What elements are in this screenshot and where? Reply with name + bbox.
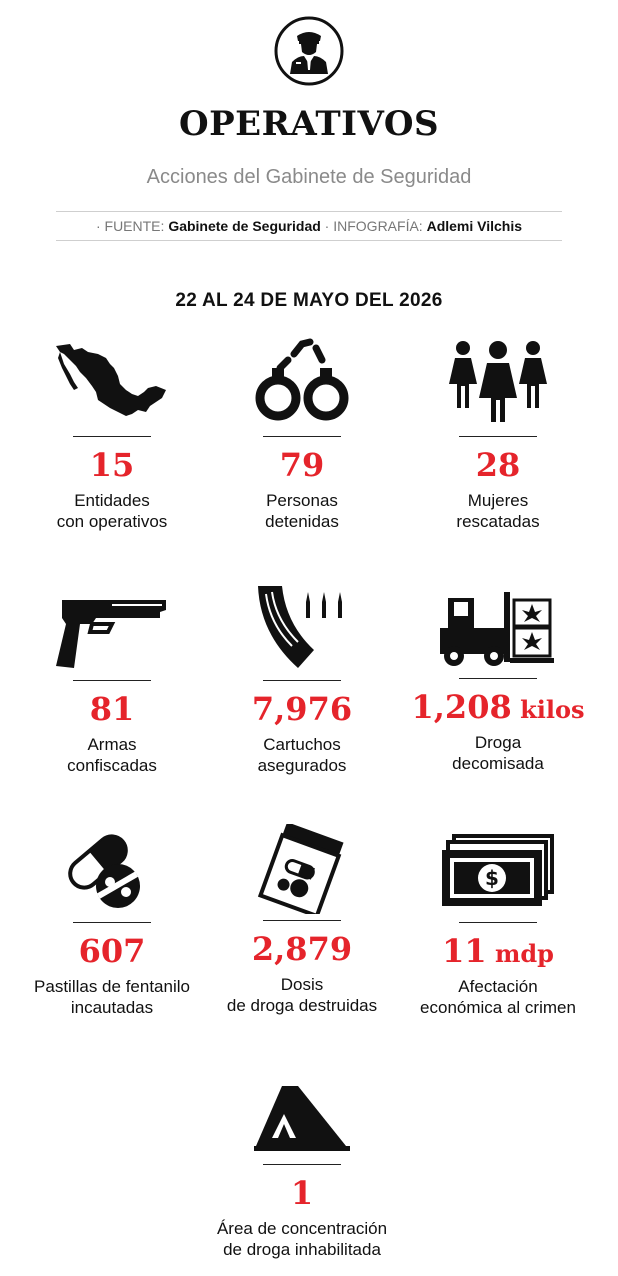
stat-divider [73,436,151,437]
stat-divider [459,678,537,679]
stat-value: 79 [279,446,325,484]
credits-line [0,218,618,234]
stat-label: Personas detenidas [265,491,339,531]
stat-afectacion [398,834,598,1018]
date-range: 22 AL 24 DE MAYO DEL 2026 [175,290,443,311]
forklift-icon [438,590,558,670]
pills-icon [52,826,172,914]
mexico-map-icon [52,338,172,422]
page-subtitle: Acciones del Gabinete de Seguridad [146,166,472,188]
stat-divider [263,436,341,437]
stat-armas [12,594,212,776]
stat-divider [263,680,341,681]
infographic-value: Adlemi Vilchis [426,218,523,234]
svg-text:$: $ [485,866,499,890]
stat-value: 15 [89,446,135,484]
stat-label: Droga decomisada [452,733,544,773]
women-icon [443,338,553,422]
stat-personas [202,338,402,532]
page-title: OPERATIVOS [178,104,440,144]
stat-divider [263,920,341,921]
stat-pastillas [12,826,212,1018]
stat-divider [459,436,537,437]
top-divider [56,211,562,212]
stat-dosis [202,824,402,1016]
stat-label: Dosis de droga destruidas [226,975,378,1015]
police-officer-icon [274,16,344,86]
stat-value: 81 [89,690,135,728]
infographic-prefix: · INFOGRAFÍA: [320,218,427,234]
stat-label: Armas confiscadas [67,735,157,775]
stat-divider [459,922,537,923]
stat-label: Pastillas de fentanilo incautadas [34,977,190,1017]
stat-area [202,1084,402,1260]
ammo-magazine-icon [252,584,352,670]
stat-divider [73,680,151,681]
stat-value: 2,879 [251,930,353,968]
stat-value: 7,976 [251,690,353,728]
bottom-divider [56,240,562,241]
pistol-icon [52,594,172,670]
stat-value: 1 [290,1174,314,1212]
stat-cartuchos [202,584,402,776]
source-value: Gabinete de Seguridad [168,218,321,234]
stat-divider [263,1164,341,1165]
stat-value: 607 [78,932,146,970]
stat-value: 11 mdp [442,932,554,970]
money-icon [438,834,558,914]
stat-divider [73,922,151,923]
stat-droga [398,590,598,774]
stat-label: Cartuchos asegurados [257,735,347,775]
source-prefix: · FUENTE: [95,218,169,234]
stat-label: Entidades con operativos [56,491,168,531]
stat-mujeres [398,338,598,532]
drug-bag-icon [252,824,352,914]
stat-label: Área de concentración de droga inhabilitada [216,1219,388,1259]
stat-value: 1,208 kilos [411,688,585,726]
handcuffs-icon [252,338,352,422]
stat-label: Mujeres rescatadas [456,491,540,531]
tent-icon [252,1084,352,1154]
stat-label: Afectación económica al crimen [420,977,576,1017]
stat-entidades [12,338,212,532]
stat-value: 28 [475,446,521,484]
